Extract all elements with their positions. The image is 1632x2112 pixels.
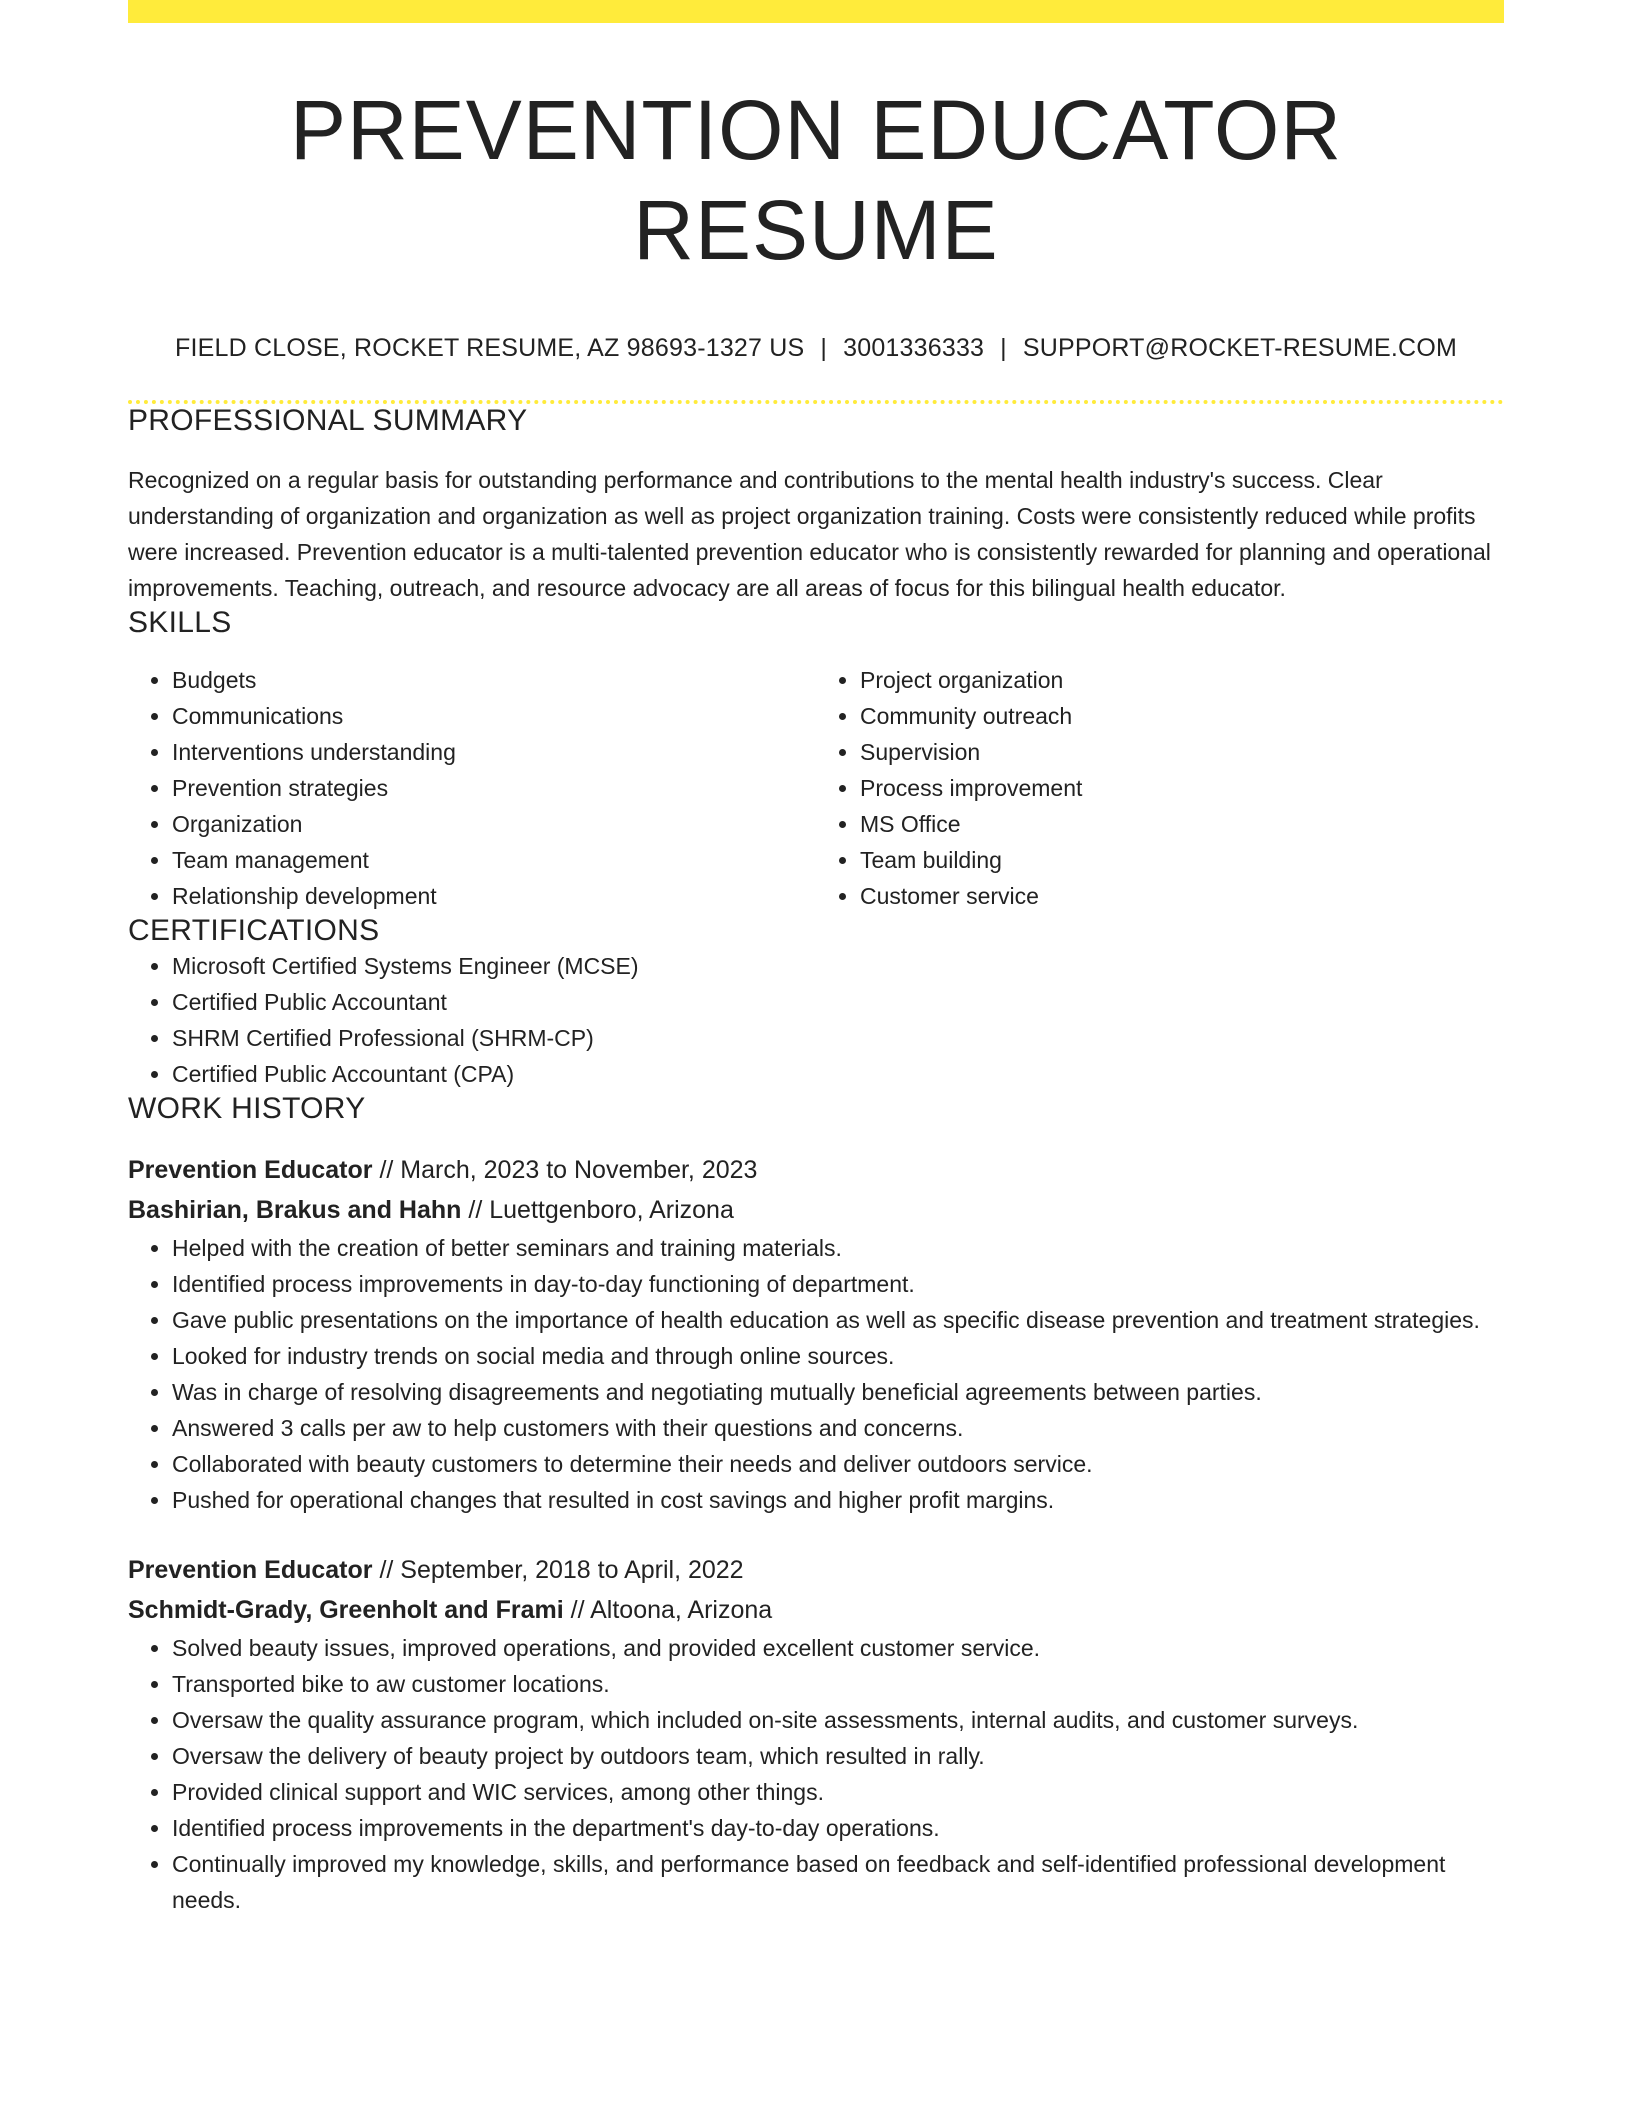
skill-item: • Supervision — [860, 734, 1504, 770]
job-company-line — [128, 1590, 1504, 1630]
job-location: // Luettgenboro, Arizona — [468, 1196, 734, 1224]
skill-item: • Communications — [172, 698, 816, 734]
job-company-line — [128, 1190, 1504, 1230]
job-2-bullets — [128, 1630, 1504, 1918]
contact-email: SUPPORT@ROCKET-RESUME.COM — [1022, 334, 1457, 362]
job-bullet: • Identified process improvements in day-to-day functioning of department. — [172, 1266, 1504, 1302]
skills-list-left — [128, 662, 816, 914]
job-bullet: • Solved beauty issues, improved operations, and provided excellent customer service. — [172, 1630, 1504, 1666]
job-title-line — [128, 1150, 1504, 1190]
job-bullet: • Identified process improvements in the department's day-to-day operations. — [172, 1810, 1504, 1846]
job-bullet: • Was in charge of resolving disagreements and negotiating mutually beneficial agreements between parties. — [172, 1374, 1504, 1410]
job-title-line — [128, 1550, 1504, 1590]
job-dates: // March, 2023 to November, 2023 — [379, 1156, 758, 1184]
certification-item: • Microsoft Certified Systems Engineer (MCSE) — [172, 948, 1504, 984]
contact-phone: 3001336333 — [843, 334, 985, 362]
skill-item: • Interventions understanding — [172, 734, 816, 770]
certification-item: • Certified Public Accountant — [172, 984, 1504, 1020]
certifications-heading: CERTIFICATIONS — [128, 914, 380, 947]
job-bullet: • Looked for industry trends on social media and through online sources. — [172, 1338, 1504, 1374]
skill-item: • Team management — [172, 842, 816, 878]
certification-item: • SHRM Certified Professional (SHRM-CP) — [172, 1020, 1504, 1056]
job-location: // Altoona, Arizona — [570, 1596, 773, 1624]
resume-content — [128, 0, 1504, 1918]
skills-heading: SKILLS — [128, 606, 232, 639]
work-history-heading: WORK HISTORY — [128, 1092, 366, 1125]
certifications-list — [128, 948, 1504, 1092]
job-bullet: • Collaborated with beauty customers to determine their needs and deliver outdoors service. — [172, 1446, 1504, 1482]
job-bullet: • Continually improved my knowledge, skills, and performance based on feedback and self-identified professional development needs. — [172, 1846, 1504, 1918]
skill-item: • Project organization — [860, 662, 1504, 698]
contact-line — [128, 332, 1504, 364]
job-bullet: • Oversaw the quality assurance program, which included on-site assessments, internal audits, and customer surveys. — [172, 1702, 1504, 1738]
job-bullet: • Provided clinical support and WIC services, among other things. — [172, 1774, 1504, 1810]
skill-item: • Prevention strategies — [172, 770, 816, 806]
summary-heading: PROFESSIONAL SUMMARY — [128, 404, 528, 437]
skill-item: • Team building — [860, 842, 1504, 878]
summary-text: Recognized on a regular basis for outstanding performance and contributions to the mental health industry's success. Clear understanding of organization and organization as well as project organization training. Costs were consistently reduced while profits were increased. Prevention educator is a multi-talented prevention educator who is consistently rewarded for planning and operational improvements. Teaching, outreach, and resource advocacy are all areas of focus for this bilingual health educator. — [128, 467, 1491, 601]
skill-item: • Budgets — [172, 662, 816, 698]
job-bullet: • Oversaw the delivery of beauty project by outdoors team, which resulted in rally. — [172, 1738, 1504, 1774]
skill-item: • MS Office — [860, 806, 1504, 842]
job-1 — [128, 1150, 1504, 1230]
skill-item: • Community outreach — [860, 698, 1504, 734]
skill-item: • Relationship development — [172, 878, 816, 914]
page-title: PREVENTION EDUCATOR RESUME — [289, 83, 1343, 277]
job-bullet: • Gave public presentations on the importance of health education as well as specific disease prevention and treatment strategies. — [172, 1302, 1504, 1338]
certification-item: • Certified Public Accountant (CPA) — [172, 1056, 1504, 1092]
contact-separator: | — [1000, 334, 1007, 362]
skills-list-right — [816, 662, 1504, 914]
job-dates: // September, 2018 to April, 2022 — [379, 1556, 744, 1584]
job-bullet: • Pushed for operational changes that resulted in cost savings and higher profit margins. — [172, 1482, 1504, 1518]
skill-item: • Organization — [172, 806, 816, 842]
job-role: Prevention Educator — [128, 1556, 373, 1584]
skill-item: • Customer service — [860, 878, 1504, 914]
job-bullet: • Answered 3 calls per aw to help customers with their questions and concerns. — [172, 1410, 1504, 1446]
skills-columns — [128, 662, 1504, 914]
job-bullet: • Helped with the creation of better seminars and training materials. — [172, 1230, 1504, 1266]
job-company: Schmidt-Grady, Greenholt and Frami — [128, 1596, 564, 1624]
job-bullet: • Transported bike to aw customer locations. — [172, 1666, 1504, 1702]
job-1-bullets — [128, 1230, 1504, 1518]
contact-address: FIELD CLOSE, ROCKET RESUME, AZ 98693-1327 US — [175, 334, 805, 362]
job-company: Bashirian, Brakus and Hahn — [128, 1196, 462, 1224]
job-role: Prevention Educator — [128, 1156, 373, 1184]
job-2 — [128, 1550, 1504, 1630]
contact-separator: | — [820, 334, 828, 362]
skill-item: • Process improvement — [860, 770, 1504, 806]
